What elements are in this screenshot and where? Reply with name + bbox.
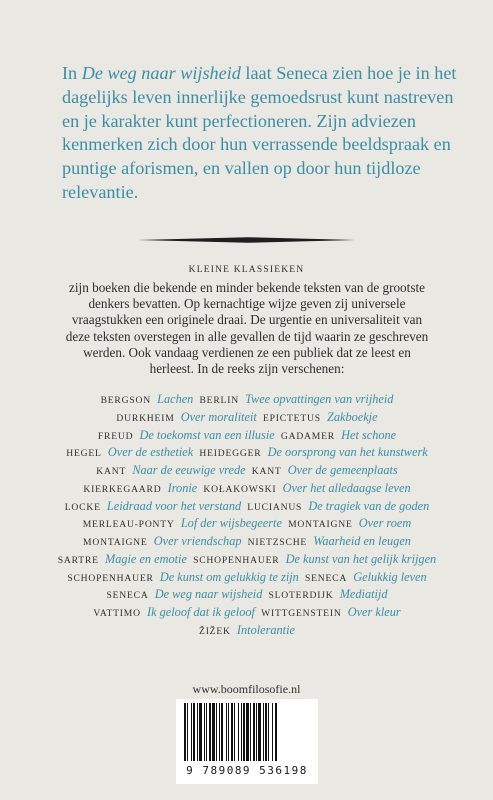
barcode xyxy=(176,699,318,784)
ornamental-divider xyxy=(138,236,356,244)
book-list-row xyxy=(30,586,464,604)
book-title: Lof der wijsbegeerte xyxy=(180,516,282,531)
book-title: Twee opvattingen van vrijheid xyxy=(245,392,394,406)
book-author: BERLIN xyxy=(199,395,239,406)
book-title: Over kleur xyxy=(347,605,401,619)
book-list-row xyxy=(30,409,464,427)
book-author: LUCIANUS xyxy=(247,501,303,513)
book-author: MERLEAU-PONTY xyxy=(82,519,175,531)
book-author: DURKHEIM xyxy=(116,412,175,424)
book-title: De toekomst van een illusie xyxy=(139,427,275,442)
book-author: KANT xyxy=(251,466,282,477)
intro-text-rest: laat Seneca zien hoe je in het dagelijks leven innerlijke gemoedsrust kunt nastreven en je karakter kunt perfectioneren. Zijn adviezen kenmerken zich door hun verrassende beeldspraak en puntige aforismen, en vallen op door hun tijdloze relevantie. xyxy=(62,63,457,202)
book-author: EPICTETUS xyxy=(263,412,321,424)
book-title: De weg naar wijsheid xyxy=(154,587,263,602)
book-list-row xyxy=(30,604,464,622)
book-author: SCHOPENHAUER xyxy=(67,572,154,584)
book-list-row xyxy=(30,551,464,569)
book-author: SARTRE xyxy=(57,554,99,566)
book-author: SCHOPENHAUER xyxy=(193,554,280,566)
book-list-row xyxy=(30,533,464,551)
book-author: SLOTERDIJK xyxy=(268,590,334,602)
book-author: ŽIŽEK xyxy=(199,625,231,637)
series-title: KLEINE KLASSIEKEN xyxy=(188,265,305,275)
book-author: GADAMER xyxy=(280,430,335,442)
book-title: Mediatijd xyxy=(339,587,388,602)
book-author: FREUD xyxy=(97,430,134,442)
book-title: Ironie xyxy=(167,480,198,495)
book-author: BERGSON xyxy=(100,395,151,406)
book-list-row xyxy=(30,622,464,640)
book-author: SENECA xyxy=(106,590,149,602)
book-list-row xyxy=(30,515,464,533)
book-author: NIETZSCHE xyxy=(247,537,308,548)
book-author: HEIDEGGER xyxy=(199,448,262,460)
intro-paragraph xyxy=(62,62,462,205)
book-author: HEGEL xyxy=(66,448,102,460)
barcode-bars xyxy=(182,703,312,763)
book-title: Zakboekje xyxy=(327,409,378,424)
book-title: Intolerantie xyxy=(236,622,295,637)
book-list-row xyxy=(30,391,464,409)
book-title: Leidraad voor het verstand xyxy=(106,498,242,513)
isbn-number: 9 789089 536198 xyxy=(186,764,308,777)
book-title: Over de gemeenplaats xyxy=(287,463,398,477)
book-title: Naar de eeuwige vrede xyxy=(132,463,246,477)
book-author: KANT xyxy=(96,466,127,477)
website-url: www.boomfilosofie.nl xyxy=(192,682,301,696)
book-list xyxy=(30,391,464,640)
book-list-row xyxy=(30,480,464,498)
book-author: LOCKE xyxy=(64,501,101,513)
book-author: WITTGENSTEIN xyxy=(261,608,342,619)
book-list-row xyxy=(30,444,464,462)
intro-text-start: In xyxy=(62,63,82,83)
book-title: De oorsprong van het kunstwerk xyxy=(267,445,428,460)
book-title: Over moraliteit xyxy=(180,409,257,424)
book-title: Lachen xyxy=(157,392,194,406)
book-list-row xyxy=(30,569,464,587)
book-list-row xyxy=(30,462,464,480)
book-title: Ik geloof dat ik geloof xyxy=(147,605,255,619)
book-author: KOŁAKOWSKI xyxy=(203,483,277,495)
book-list-row xyxy=(30,498,464,516)
book-title: Over het alledaagse leven xyxy=(282,480,411,495)
book-title: Magie en emotie xyxy=(104,551,187,566)
book-title: De tragiek van de goden xyxy=(308,498,430,513)
book-title: Waarheid en leugen xyxy=(313,534,411,548)
book-author: MONTAIGNE xyxy=(288,519,353,531)
book-title: Over vriendschap xyxy=(153,534,242,548)
book-title: Over de esthetiek xyxy=(107,445,194,460)
book-title: Het schone xyxy=(341,427,397,442)
book-list-row xyxy=(30,427,464,445)
book-author: KIERKEGAARD xyxy=(83,483,162,495)
series-description: zijn boeken die bekende en minder bekende teksten van de grootste denkers bevatten. Op kernachtige wijze geven zij universele vraagstukken een originele draai. De urgentie en universaliteit van deze teksten overstegen in alle gevallen de tijd waarin ze geschreven werden. Ook vandaag verdienen ze een publiek dat ze leest en herleest. In de reeks zijn verschenen: xyxy=(65,280,429,377)
intro-book-title: De weg naar wijsheid xyxy=(81,63,241,83)
book-author: VATTIMO xyxy=(93,608,141,619)
book-author: MONTAIGNE xyxy=(83,537,148,548)
book-title: De kunst van het gelijk krijgen xyxy=(285,551,437,566)
book-title: De kunst om gelukkig te zijn xyxy=(159,569,299,584)
book-author: SENECA xyxy=(304,572,348,584)
book-title: Gelukkig leven xyxy=(353,569,427,584)
book-title: Over roem xyxy=(358,516,412,531)
